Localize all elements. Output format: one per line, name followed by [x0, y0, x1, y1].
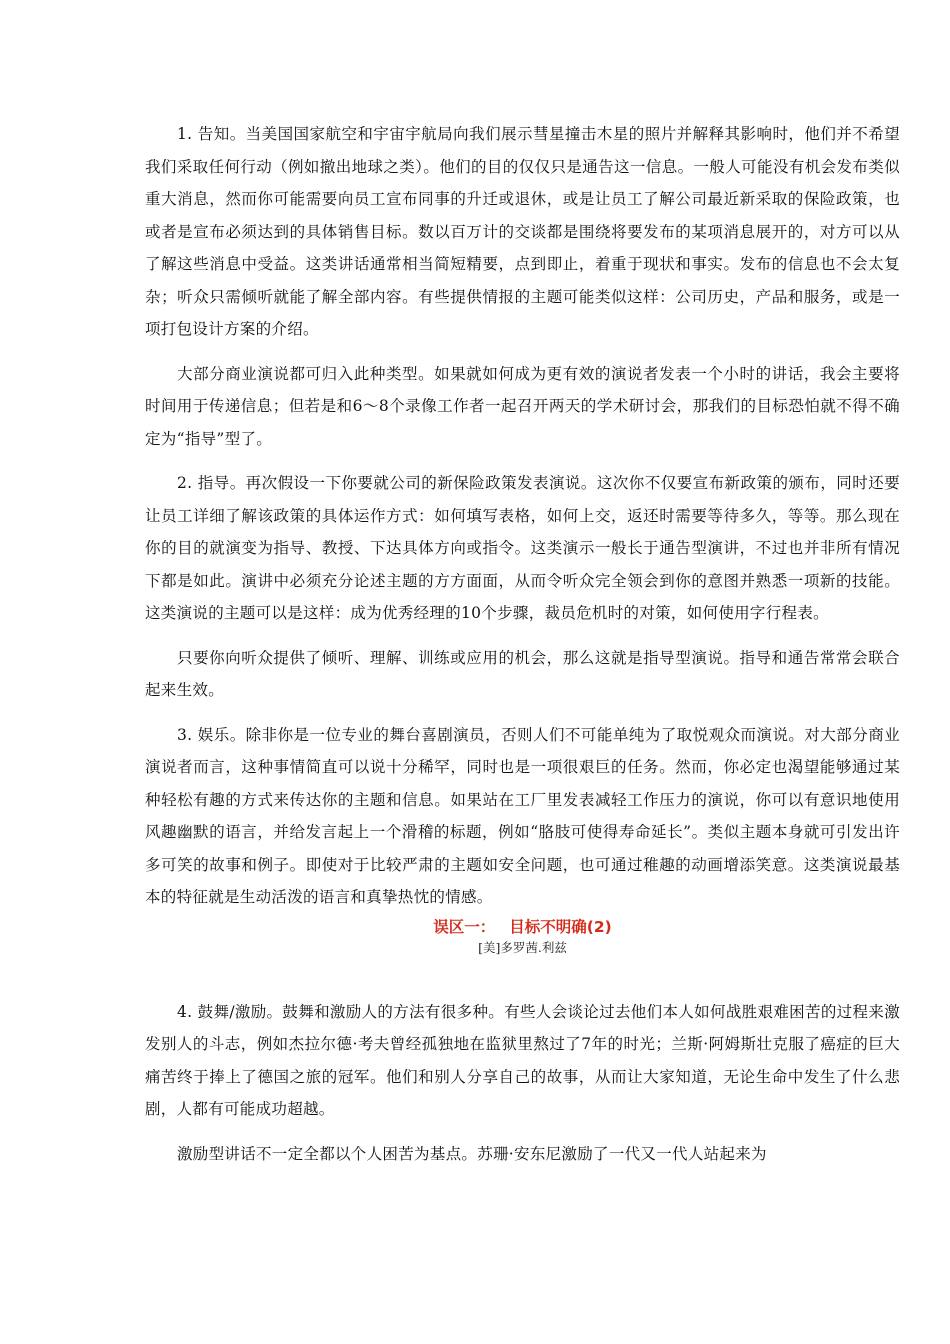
paragraph-business-speech: 大部分商业演说都可归入此种类型。如果就如何成为更有效的演说者发表一个小时的讲话，我会主要将时间用于传递信息；但若是和6～8个录像工作者一起召开两天的学术研讨会，那我们的目标恐怕就不得不确定为“指导”型了。	[145, 364, 900, 448]
paragraph-spacer	[145, 346, 900, 358]
paragraph-entertain: 3. 娱乐。除非你是一位专业的舞台喜剧演员，否则人们不可能单纯为了取悦观众而演说。对大部分商业演说者而言，这种事情简直可以说十分稀罕，同时也是一项很艰巨的任务。然而，你必定也渴望能够通过某种轻松有趣的方式来传达你的主题和信息。如果站在工厂里发表减轻工作压力的演说，你可以有意识地使用风趣幽默的语言，并给发言起上一个滑稽的标题，例如“胳肢可使得寿命延长”。类似主题本身就可引发出许多可笑的故事和例子。即使对于比较严肃的主题如安全问题，也可通过稚趣的动画增添笑意。这类演说最基本的特征就是生动活泼的语言和真挚热忱的情感。	[145, 725, 900, 906]
paragraph-spacer	[145, 707, 900, 719]
paragraph-inform: 1. 告知。当美国国家航空和宇宙宇航局向我们展示彗星撞击木星的照片并解释其影响时，他们并不希望我们采取任何行动（例如撤出地球之类）。他们的目的仅仅只是通告这一信息。一般人可能没有机会发布类似重大消息，然而你可能需要向员工宣布同事的升迁或退休，或是让员工了解公司最近新采取的保险政策，也或者是宣布必须达到的具体销售目标。数以百万计的交谈都是围绕将要发布的某项消息展开的，对方可以从了解这些消息中受益。这类讲话通常相当简短精要，点到即止，着重于现状和事实。发布的信息也不会太复杂；听众只需倾听就能了解全部内容。有些提供情报的主题可能类似这样：公司历史，产品和服务，或是一项打包设计方案的介绍。	[145, 125, 900, 338]
section-heading	[145, 916, 900, 938]
author-byline: [美]多罗茜.利兹	[478, 939, 567, 955]
paragraph-instruct: 2. 指导。再次假设一下你要就公司的新保险政策发表演说。这次你不仅要宣布新政策的颁布，同时还要让员工详细了解该政策的具体运作方式：如何填写表格，如何上交，返还时需要等待多久，等等。那么现在你的目的就演变为指导、教授、下达具体方向或指令。这类演示一般长于通告型演讲，不过也并非所有情况下都是如此。演讲中必须充分论述主题的方方面面，从而令听众完全领会到你的意图并熟悉一项新的技能。这类演说的主题可以是这样：成为优秀经理的10个步骤，裁员危机时的对策，如何使用字行程表。	[145, 474, 900, 622]
section-heading-part1: 误区一：	[433, 917, 496, 936]
paragraph-spacer	[145, 1126, 900, 1138]
section-heading-part2: 目标不明确(2)	[509, 917, 612, 936]
paragraph-inspire: 4. 鼓舞/激励。鼓舞和激励人的方法有很多种。有些人会谈论过去他们本人如何战胜艰难困苦的过程来激发别人的斗志，例如杰拉尔德·考夫曾经孤独地在监狱里熬过了7年的时光；兰斯·阿姆斯壮克服了癌症的巨大痛苦终于捧上了德国之旅的冠军。他们和别人分享自己的故事，从而让大家知道，无论生命中发生了什么悲剧，人都有可能成功超越。	[145, 1002, 900, 1118]
paragraph-spacer	[145, 455, 900, 467]
section-spacer	[145, 958, 900, 996]
paragraph-inspire-continued: 激励型讲话不一定全都以个人困苦为基点。苏珊·安东尼激励了一代又一代人站起来为	[177, 1144, 767, 1163]
article-page	[145, 118, 900, 1170]
paragraph-spacer	[145, 630, 900, 642]
paragraph-instruct-summary: 只要你向听众提供了倾听、理解、训练或应用的机会，那么这就是指导型演说。指导和通告常常会联合起来生效。	[145, 648, 900, 699]
